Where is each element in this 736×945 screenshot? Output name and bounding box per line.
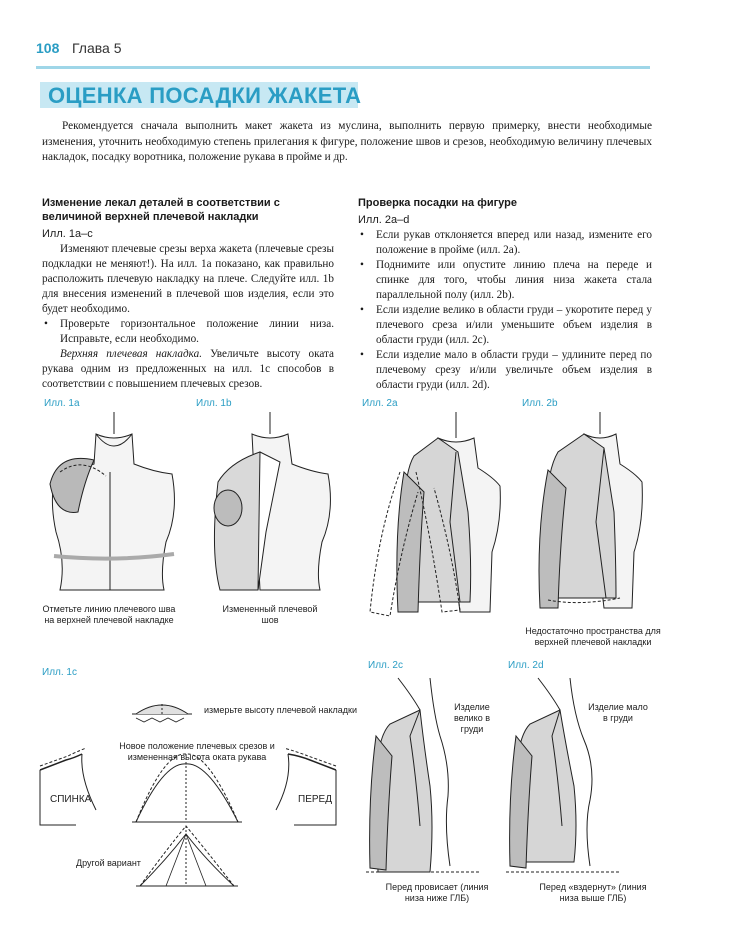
ill-1b-drawing <box>200 412 340 602</box>
left-paragraph-2-rest: Увеличьте высоту оката рукава одним из предложенных на илл. 1с способов в соответствии с повышением плечевых срезов. <box>42 348 335 390</box>
left-paragraph-2 <box>42 347 334 392</box>
ill-2d-label: Илл. 2d <box>508 660 544 671</box>
left-bullet-1: • Проверьте горизонтальное положение линии низа. Исправьте, если необходимо. <box>42 317 334 347</box>
right-ref: Илл. 2а–d <box>358 214 410 226</box>
right-heading: Проверка посадки на фигуре <box>358 197 517 209</box>
page-title: ОЦЕНКА ПОСАДКИ ЖАКЕТА <box>48 83 362 108</box>
ill-1a-caption: Отметьте линию плечевого шва на верхней плечевой накладке <box>42 604 176 625</box>
left-paragraph-2-italic: Верхняя плечевая накладка. <box>60 348 202 360</box>
ill-1c-note-new: Новое положение плечевых срезов и измененная высота оката рукава <box>119 741 275 762</box>
right-bullet-3: • Если изделие велико в области груди – укоротите перед у плечевого среза и/или уменьшите объем изделия в области груди (илл. 2с). <box>358 303 652 348</box>
left-paragraph-1: Изменяют плечевые срезы верха жакета (плечевые срезы подкладки не меняют!). На илл. 1а показано, как правильно расположить плечевую накладку на плече. Следуйте илл. 1b для внесения изменений в плечевой шов изделия, если это будет необходимо. <box>42 243 334 315</box>
page-number: 108 <box>36 40 60 56</box>
ill-2b-label: Илл. 2b <box>522 398 558 409</box>
right-column <box>358 196 652 393</box>
left-column <box>42 196 334 392</box>
ill-2b-caption: Недостаточно пространства для верхней плечевой накладки <box>525 626 661 647</box>
ill-2c-caption: Перед провисает (линия низа ниже ГЛБ) <box>385 882 489 903</box>
left-ref: Илл. 1а–с <box>42 228 93 240</box>
ill-2d-note: Изделие мало в груди <box>588 702 648 723</box>
ill-1b-caption: Измененный плечевой шов <box>222 604 318 625</box>
left-heading: Изменение лекал деталей в соответствии с величиной верхней плечевой накладки <box>42 197 280 223</box>
right-bullet-4: • Если изделие мало в области груди – удлините перед по плечевому срезу и/или увеличьте объем изделия в области груди (илл. 2d). <box>358 348 652 393</box>
chapter-title: Глава 5 <box>72 40 122 56</box>
ill-2b-drawing <box>520 412 660 612</box>
ill-1a-drawing <box>34 412 184 602</box>
ill-1c-other-variant: Другой вариант <box>76 858 141 868</box>
ill-1b-label: Илл. 1b <box>196 398 232 409</box>
ill-1a-label: Илл. 1а <box>44 398 80 409</box>
ill-1c-back-label: СПИНКА <box>50 794 92 805</box>
right-bullet-2: • Поднимите или опустите линию плеча на переде и спинке для того, чтобы линия низа жакета стала параллельной полу (илл. 2b). <box>358 258 652 303</box>
ill-2c-note: Изделие велико в груди <box>454 702 490 734</box>
ill-2d-caption: Перед «вздернут» (линия низа выше ГЛБ) <box>539 882 647 903</box>
ill-2a-drawing <box>360 412 510 622</box>
right-bullet-1: • Если рукав отклоняется вперед или назад, измените его положение в пройме (илл. 2а). <box>358 228 652 258</box>
ill-1c-label: Илл. 1с <box>42 667 77 678</box>
ill-2c-label: Илл. 2с <box>368 660 403 671</box>
ill-1c-front-label: ПЕРЕД <box>298 794 332 805</box>
ill-1c-note-measure: измерьте высоту плечевой накладки <box>204 705 357 715</box>
intro-paragraph: Рекомендуется сначала выполнить макет жакета из муслина, выполнить первую примерку, внести необходимые изменения, уточнить необходимую степень прилегания к фигуре, положение швов и срезов, необходимую величину плечевых накладок, посадку воротника, положение рукава в пройме и др. <box>42 120 652 163</box>
ill-2a-label: Илл. 2а <box>362 398 398 409</box>
header-divider <box>36 66 650 69</box>
